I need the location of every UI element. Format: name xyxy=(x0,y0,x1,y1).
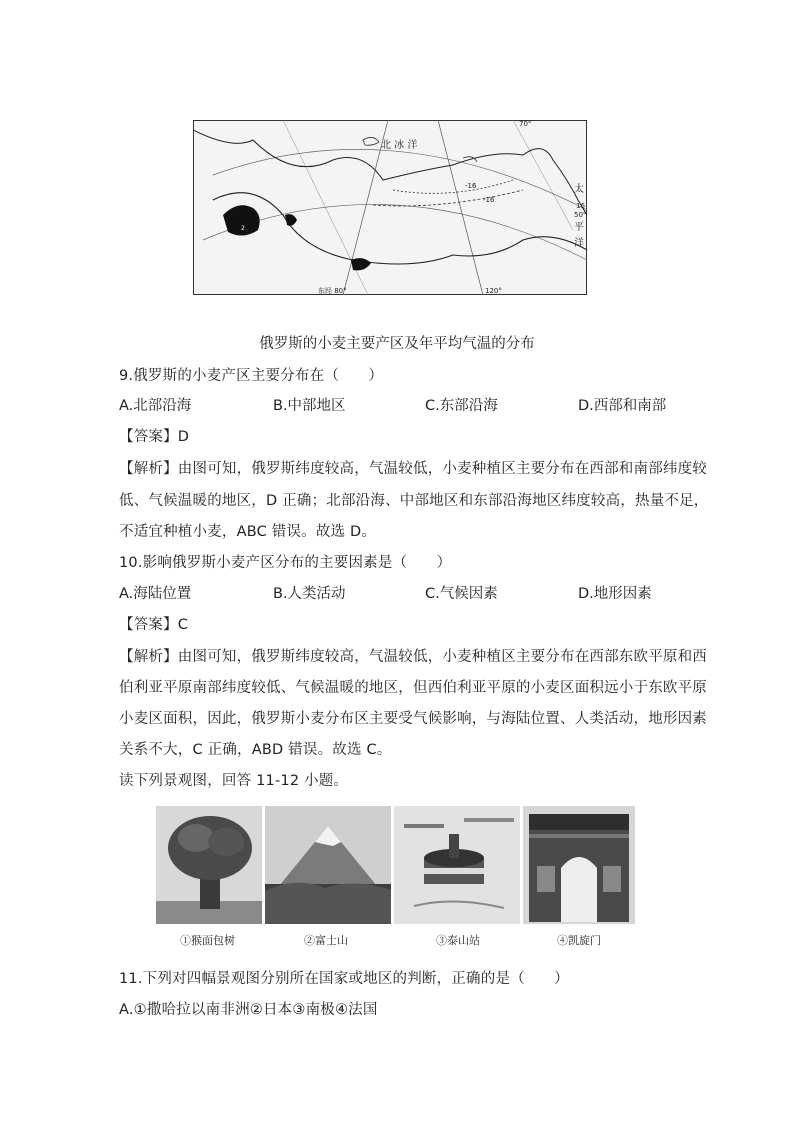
q9-option-c: C.东部沿海 xyxy=(425,398,498,414)
mount-fuji-photo xyxy=(265,806,391,924)
taishan-station-photo xyxy=(394,806,520,924)
q10-stem: 10.影响俄罗斯小麦产区分布的主要因素是（ ） xyxy=(119,555,452,571)
q9-analysis-line-1: 【解析】由图可知，俄罗斯纬度较高，气温较低，小麦种植区主要分布在西部和南部纬度较 xyxy=(119,461,707,477)
q10-option-d: D.地形因素 xyxy=(578,586,652,602)
baobab-tree-photo xyxy=(156,806,262,924)
q9-answer: 【答案】D xyxy=(119,429,190,445)
q9-stem: 9.俄罗斯的小麦产区主要分布在（ ） xyxy=(119,368,384,384)
russia-wheat-map xyxy=(193,120,587,295)
q10-analysis-line-3: 小麦区面积，因此，俄罗斯小麦分布区主要受气候影响，与海陆位置、人类活动，地形因素 xyxy=(119,711,707,727)
q10-option-a: A.海陆位置 xyxy=(119,586,192,602)
q11-option-a: A.①撒哈拉以南非洲②日本③南极④法国 xyxy=(119,1002,378,1018)
q10-analysis-line-1: 【解析】由图可知，俄罗斯纬度较高，气温较低，小麦种植区主要分布在西部东欧平原和西 xyxy=(119,649,707,665)
q9-option-b: B.中部地区 xyxy=(273,398,346,414)
photo-caption-4: ④凯旋门 xyxy=(557,934,601,947)
q9-option-d: D.西部和南部 xyxy=(578,398,667,414)
map-isotherm-a: -16 xyxy=(465,182,477,190)
q10-analysis-line-2: 伯利亚平原南部纬度较低、气候温暖的地区，但西伯利亚平原的小麦区面积远小于东欧平原 xyxy=(119,680,707,696)
map-label-pacific-3: 洋 xyxy=(574,238,584,249)
q9-analysis-line-3: 不适宜种植小麦，ABC 错误。故选 D。 xyxy=(119,524,377,540)
map-label-50: 50° xyxy=(574,211,587,219)
photo-caption-2: ②富士山 xyxy=(304,934,348,947)
q10-answer: 【答案】C xyxy=(119,617,189,633)
intro-text: 读下列景观图，回答 11-12 小题。 xyxy=(119,773,349,789)
arc-de-triomphe-photo xyxy=(523,806,635,924)
map-lon-120: 120° xyxy=(485,287,502,295)
q10-option-c: C.气候因素 xyxy=(425,586,498,602)
map-label-ocean: 北 冰 洋 xyxy=(381,140,418,151)
q9-analysis-line-2: 低、气候温暖的地区，D 正确；北部沿海、中部地区和东部沿海地区纬度较高，热量不足， xyxy=(119,493,709,509)
q10-analysis-line-4: 关系不大，C 正确，ABD 错误。故选 C。 xyxy=(119,742,392,758)
q10-option-b: B.人类活动 xyxy=(273,586,346,602)
map-isotherm-b: -16 xyxy=(483,196,495,204)
map-label-160: 16 xyxy=(576,202,585,210)
map-isotherm-plus2: 2 xyxy=(241,225,245,232)
photo-caption-3: ③泰山站 xyxy=(436,934,480,947)
photo-caption-1: ①猴面包树 xyxy=(180,934,235,947)
map-label-70: 70° xyxy=(519,120,532,128)
q9-option-a: A.北部沿海 xyxy=(119,398,192,414)
q11-stem: 11.下列对四幅景观图分别所在国家或地区的判断，正确的是（ ） xyxy=(119,971,569,987)
map-caption: 俄罗斯的小麦主要产区及年平均气温的分布 xyxy=(259,336,535,352)
map-label-pacific-2: 平 xyxy=(574,222,584,233)
map-lon-80: 东经 80° xyxy=(318,287,347,295)
map-label-pacific-1: 太 xyxy=(574,184,584,195)
